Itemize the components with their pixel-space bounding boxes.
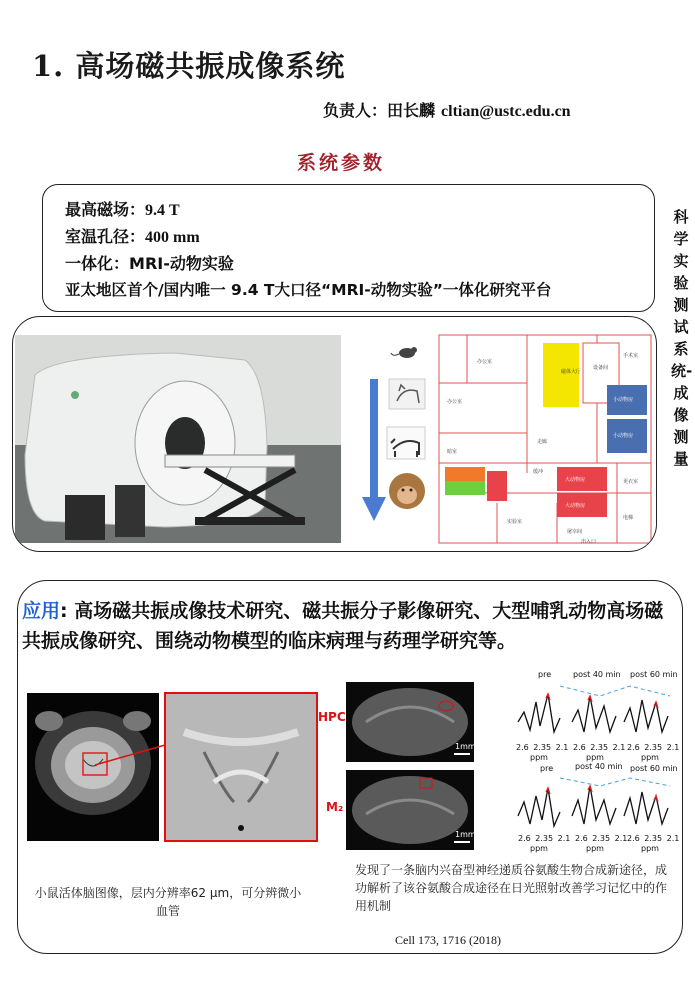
m2-scale-label: 1mm — [455, 830, 476, 839]
ppm-label-4: ppm — [530, 844, 548, 853]
m2-label: M₂ — [326, 800, 344, 814]
floorplan-label-surgery: 手术室 — [623, 353, 639, 359]
section-heading: 系统参数 — [297, 152, 386, 174]
param-value: 400 mm — [145, 229, 200, 246]
spectra-header-pre-2: pre — [540, 764, 554, 773]
ppm-label-1: ppm — [530, 753, 548, 762]
spectra-header-40-1: post 40 min — [573, 670, 621, 679]
tick: 2.1 — [666, 834, 680, 843]
floorplan-label-small-2: 小动物房 — [613, 433, 634, 439]
floorplan-label-large-1: 大动物房 — [565, 477, 586, 483]
floorplan-label-entrance: 出入口 — [581, 539, 597, 545]
spectra-header-60-2: post 60 min — [630, 764, 678, 773]
caption-brain-image: 小鼠活体脑图像，层内分辨率62 μm，可分辨微小血管 — [34, 886, 302, 918]
tick: 2.1 — [614, 834, 628, 843]
floorplan-label-small-1: 小动物房 — [613, 397, 634, 403]
tick: 2.6 — [516, 743, 529, 752]
floorplan-label-magnet: 磁体大厅 — [561, 369, 582, 375]
floorplan-label-equipment: 设备间 — [593, 365, 609, 371]
room-green — [445, 481, 485, 495]
application-body: : 高场磁共振成像技术研究、磁共振分子影像研究、大型哺乳动物高场磁共振成像研究、围绕动物模型的临床病理与药理学研究等。 — [22, 600, 664, 652]
arrow-down-icon — [362, 379, 386, 521]
param-label: 一体化： — [65, 254, 130, 273]
spectra-header-40-2: post 40 min — [575, 762, 623, 771]
page-title: 1. 高场磁共振成像系统 — [32, 49, 346, 83]
ppm-label-3: ppm — [641, 753, 659, 762]
room-red-small — [487, 471, 507, 501]
param-max-field — [65, 197, 180, 220]
floorplan — [437, 333, 653, 547]
floorplan-label-slaughter: 屠宰间 — [567, 529, 583, 535]
room-orange — [445, 467, 485, 481]
cat-icon — [389, 379, 425, 409]
photo-box — [12, 316, 657, 552]
param-label: 室温孔径： — [65, 227, 146, 246]
contact-label: 负责人：田长麟 — [323, 101, 436, 120]
tick: 2.1 — [666, 743, 680, 752]
tick: 2.1 — [555, 743, 569, 752]
zoom-connector — [95, 693, 170, 773]
tick: 2.35 — [592, 834, 611, 843]
spectra-ticks-5 — [575, 834, 627, 843]
caption-glutamate: 发现了一条脑内兴奋型神经递质谷氨酸生物合成新途径，成功解析了该谷氨酸合成途径在日光照射改善学习记忆中的作用机制 — [355, 863, 668, 913]
side-label: 科学实验测试系统-成像测量 — [671, 208, 693, 468]
citation: Cell 173, 1716 (2018) — [395, 933, 501, 947]
tick: 2.35 — [590, 743, 609, 752]
tick: 2.6 — [518, 834, 531, 843]
ppm-label-2: ppm — [586, 753, 604, 762]
tick: 2.35 — [644, 834, 663, 843]
spectra-top — [510, 682, 678, 744]
contact-line — [323, 98, 571, 121]
tick: 2.6 — [573, 743, 586, 752]
tick: 2.1 — [612, 743, 626, 752]
floorplan-label-large-2: 大动物房 — [565, 503, 586, 509]
spectra-bottom — [510, 774, 678, 834]
spectra-header-pre-1: pre — [538, 670, 552, 679]
animal-scale-graphic — [359, 339, 429, 529]
floorplan-label-lab: 实验室 — [507, 519, 523, 525]
floorplan-label-darkroom: 暗室 — [447, 449, 458, 455]
room-magnet-hall — [543, 343, 582, 407]
tick: 2.6 — [575, 834, 588, 843]
spectra-header-60-1: post 60 min — [630, 670, 678, 679]
monkey-icon — [389, 473, 425, 509]
param-value: 亚太地区首个/国内唯一 9.4 T大口径“MRI-动物实验”一体化研究平台 — [65, 281, 552, 299]
spectra-ticks-6 — [627, 834, 679, 843]
param-label: 最高磁场： — [65, 200, 146, 219]
ppm-label-6: ppm — [641, 844, 659, 853]
floorplan-label-changing: 更衣室 — [623, 479, 639, 485]
dog-icon — [387, 427, 425, 459]
tick: 2.35 — [535, 834, 554, 843]
param-value: 9.4 T — [145, 202, 180, 219]
tick: 2.6 — [627, 743, 640, 752]
ppm-label-5: ppm — [586, 844, 604, 853]
brain-zoom-inset — [164, 692, 318, 842]
param-value: MRI-动物实验 — [129, 254, 234, 273]
tick: 2.35 — [533, 743, 552, 752]
hpc-scale-label: 1mm — [455, 742, 476, 751]
params-box — [42, 184, 655, 312]
tick: 2.6 — [627, 834, 640, 843]
spectra-ticks-2 — [573, 743, 625, 752]
mri-scanner-photo — [15, 335, 341, 543]
tick: 2.1 — [557, 834, 571, 843]
floorplan-label-buffer: 缓冲 — [533, 469, 544, 475]
tick: 2.35 — [644, 743, 663, 752]
hpc-label: HPC — [318, 710, 346, 724]
application-text — [22, 596, 672, 656]
spectra-ticks-4 — [518, 834, 570, 843]
spectra-ticks-3 — [627, 743, 679, 752]
contact-email[interactable]: cltian@ustc.edu.cn — [441, 103, 571, 120]
param-integration — [65, 251, 234, 274]
floorplan-label-office: 办公室 — [477, 359, 493, 365]
application-lead: 应用 — [22, 600, 61, 622]
floorplan-label-corridor: 走廊 — [537, 439, 548, 445]
spectra-ticks-1 — [516, 743, 568, 752]
param-bore — [65, 224, 200, 247]
floorplan-label-office-2: 办公室 — [447, 399, 463, 405]
floorplan-label-elevator: 电梯 — [623, 515, 634, 521]
mouse-icon — [391, 347, 417, 358]
param-platform — [65, 278, 551, 300]
